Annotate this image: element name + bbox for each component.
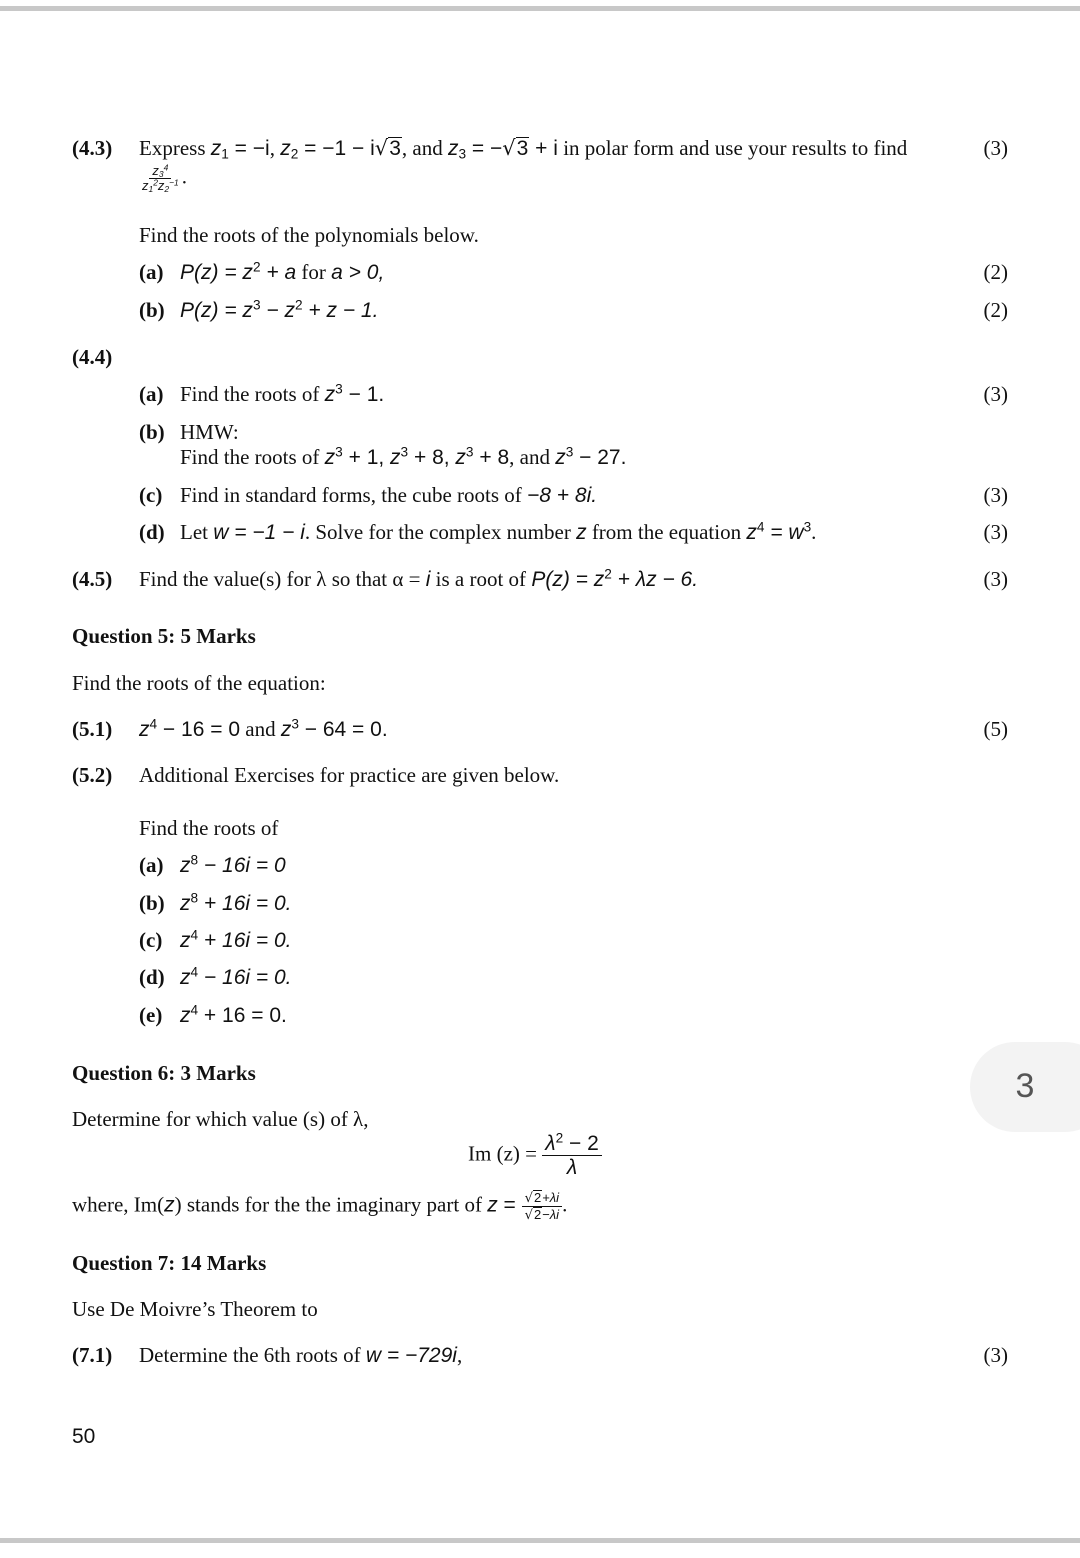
question-number-5-1: (5.1) [72,717,113,741]
question-7-intro: Use De Moivre’s Theorem to [72,1297,318,1321]
roots-intro: Find the roots of the polynomials below. [139,223,479,247]
item-4-4b-hmw: HMW: [180,420,239,444]
question-7-1-text: Determine the 6th roots of w = −729i, [139,1343,463,1367]
marks-4-4d: (3) [983,520,1008,544]
question-5-intro: Find the roots of the equation: [72,671,326,695]
item-4-4c: Find in standard forms, the cube roots of −8 + 8i. [180,483,598,507]
item-label-4-4a: (a) [139,382,164,406]
marks-4-4a: (3) [983,382,1008,406]
item-label-4-3b: (b) [139,298,165,322]
exercise-label-d: (d) [139,965,165,989]
question-4-3-text: Express $z_1 = -i$, $z_2 = -1 - i√3$, and $z_3 = -√3 + i$ in polar form and use your results to find [139,136,908,162]
question-number-5-2: (5.2) [72,763,113,787]
question-5-1-text: $z^4 - 16 = 0$ and $z^3 - 64 = 0$. [139,716,388,741]
question-5-2-text: Additional Exercises for practice are given below. [139,763,560,787]
item-4-4a: Find the roots of $z^3 - 1$. [180,381,385,406]
item-label-4-4b: (b) [139,420,165,444]
item-label-4-4c: (c) [139,483,163,507]
question-4-5-text: Find the value(s) for λ so that α = i is a root of $P(z) = z^2 + \lambda z - 6$. [139,566,699,591]
item-4-4d: Let w = −1 − i. Solve for the complex number z from the equation $z^4 = w^3$. [180,519,817,544]
marks-4-4c: (3) [983,483,1008,507]
question-number-4-4: (4.4) [72,345,113,369]
imaginary-part-equation: Im (z) = $\frac{\lambda^2 - 2}{\lambda}$ [468,1132,602,1179]
marks-5-1: (5) [983,717,1008,741]
exercise-a: $z^8 - 16i = 0$ [180,852,286,877]
exercise-label-c: (c) [139,928,163,952]
exercise-b: $z^8 + 16i = 0$. [180,890,292,915]
page-number: 50 [72,1425,96,1448]
top-border [0,6,1080,11]
bottom-border [0,1538,1080,1543]
exercise-e: $z^4 + 16 = 0$. [180,1002,287,1027]
question-number-7-1: (7.1) [72,1343,113,1367]
exercise-label-b: (b) [139,891,165,915]
fraction-z3-over-z1z2: $\frac{z_3^4}{z_1^2z_2^{-1}}$ . [142,162,187,195]
question-6-intro: Determine for which value (s) of λ, [72,1107,369,1131]
item-4-3a: $P(z) = z^2 + a$ for a > 0, [180,259,385,284]
item-4-3b: $P(z) = z^3 - z^2 + z - 1$. [180,297,379,322]
question-7-heading: Question 7: 14 Marks [72,1251,267,1275]
question-5-heading: Question 5: 5 Marks [72,624,256,648]
marks-4-5: (3) [983,567,1008,591]
exercise-label-e: (e) [139,1003,163,1027]
item-label-4-4d: (d) [139,520,165,544]
find-roots-of: Find the roots of [139,816,279,840]
question-number-4-5: (4.5) [72,567,113,591]
marks-4-3: (3) [983,136,1008,160]
marks-7-1: (3) [983,1343,1008,1367]
exercise-label-a: (a) [139,853,164,877]
item-4-4b: Find the roots of $z^3 + 1$, $z^3 + 8$, $z^3 + 8$, and $z^3 - 27$. [180,444,627,469]
question-6-where: where, Im(z) stands for the the imaginary part of z = $\frac{√2+\lambda i}{√2-\lambda i}$ . [72,1190,568,1224]
marks-4-3b: (2) [983,298,1008,322]
question-6-heading: Question 6: 3 Marks [72,1061,256,1085]
exercise-d: $z^4 - 16i = 0$. [180,964,292,989]
item-label-4-3a: (a) [139,260,164,284]
question-number-4-3: (4.3) [72,136,113,160]
exercise-c: $z^4 + 16i = 0$. [180,927,292,952]
marks-4-3a: (2) [983,260,1008,284]
side-tab-number: 3 [1015,1067,1035,1105]
